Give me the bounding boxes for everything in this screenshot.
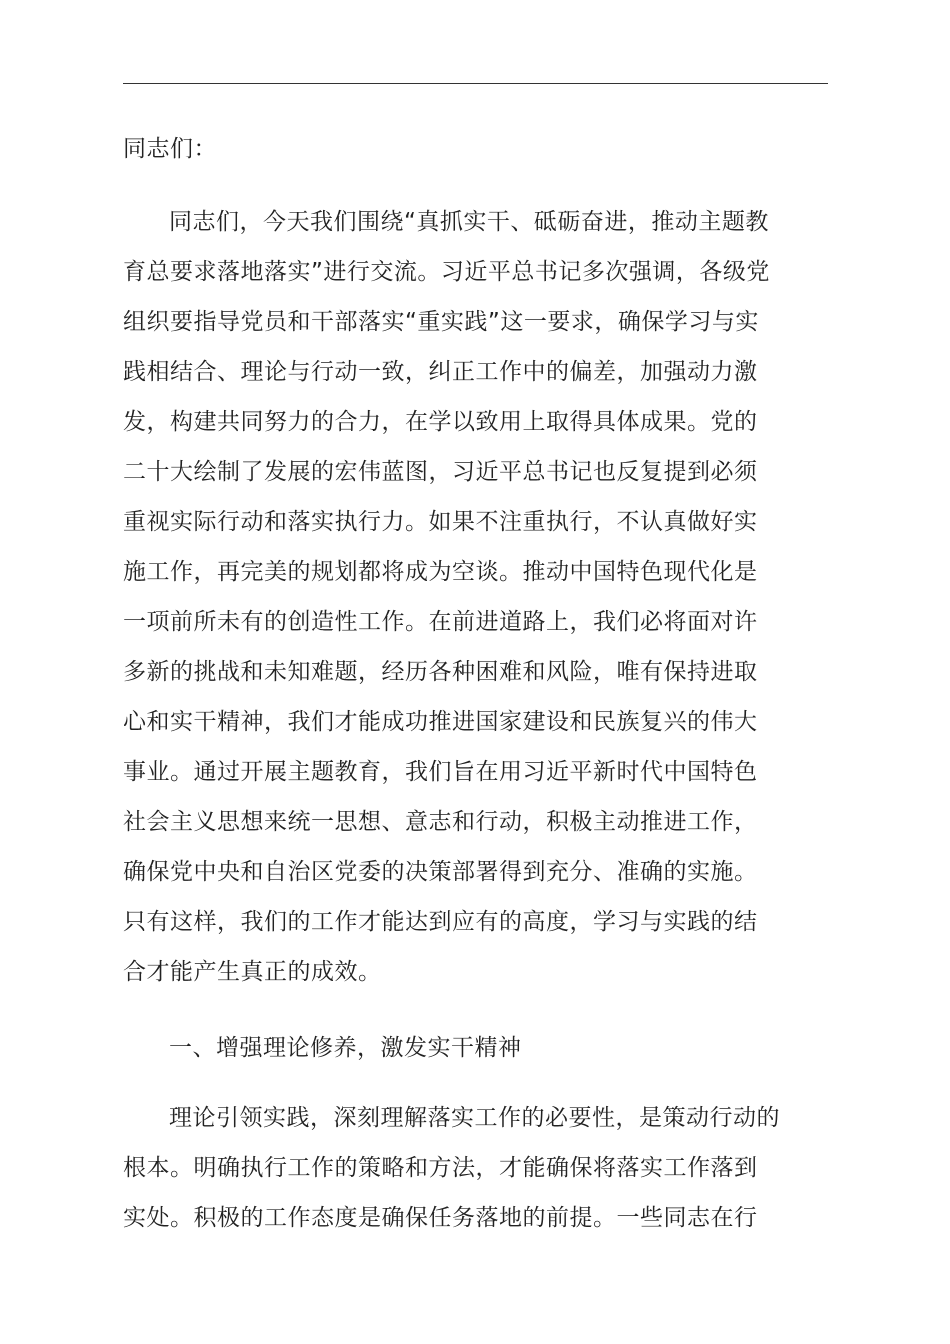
text-line: 根本。明确执行工作的策略和方法，才能确保将落实工作落到 [123, 1155, 758, 1181]
text-line: 重视实际行动和落实执行力。如果不注重执行，不认真做好实 [123, 509, 758, 535]
document-body [123, 124, 828, 1243]
text-line: 育总要求落地落实”进行交流。习近平总书记多次强调，各级党 [123, 259, 770, 285]
text-line: 理论引领实践，深刻理解落实工作的必要性，是策动行动的 [169, 1105, 780, 1131]
text-line: 践相结合、理论与行动一致，纠正工作中的偏差，加强动力激 [123, 359, 758, 385]
section-paragraph [123, 1093, 828, 1243]
text-line: 确保党中央和自治区党委的决策部署得到充分、准确的实施。 [123, 859, 758, 885]
text-line: 实处。积极的工作态度是确保任务落地的前提。一些同志在行 [123, 1205, 758, 1231]
text-line: 施工作，再完美的规划都将成为空谈。推动中国特色现代化是 [123, 559, 758, 585]
text-line: 只有这样，我们的工作才能达到应有的高度，学习与实践的结 [123, 909, 758, 935]
text-line: 二十大绘制了发展的宏伟蓝图，习近平总书记也反复提到必须 [123, 459, 758, 485]
text-line: 多新的挑战和未知难题，经历各种困难和风险，唯有保持进取 [123, 659, 758, 685]
salutation: 同志们： [123, 136, 217, 162]
intro-paragraph [123, 197, 828, 997]
text-line: 事业。通过开展主题教育，我们旨在用习近平新时代中国特色 [123, 759, 758, 785]
section-heading: 一、增强理论修养，激发实干精神 [169, 1035, 522, 1061]
text-line: 心和实干精神，我们才能成功推进国家建设和民族复兴的伟大 [123, 709, 758, 735]
text-line: 组织要指导党员和干部落实“重实践”这一要求，确保学习与实 [123, 309, 759, 335]
text-line: 合才能产生真正的成效。 [123, 959, 382, 985]
text-line: 同志们，今天我们围绕“真抓实干、砥砺奋进，推动主题教 [169, 209, 769, 235]
header-rule [123, 83, 828, 84]
text-line: 一项前所未有的创造性工作。在前进道路上，我们必将面对许 [123, 609, 758, 635]
text-line: 社会主义思想来统一思想、意志和行动，积极主动推进工作， [123, 809, 758, 835]
text-line: 发，构建共同努力的合力，在学以致用上取得具体成果。党的 [123, 409, 758, 435]
